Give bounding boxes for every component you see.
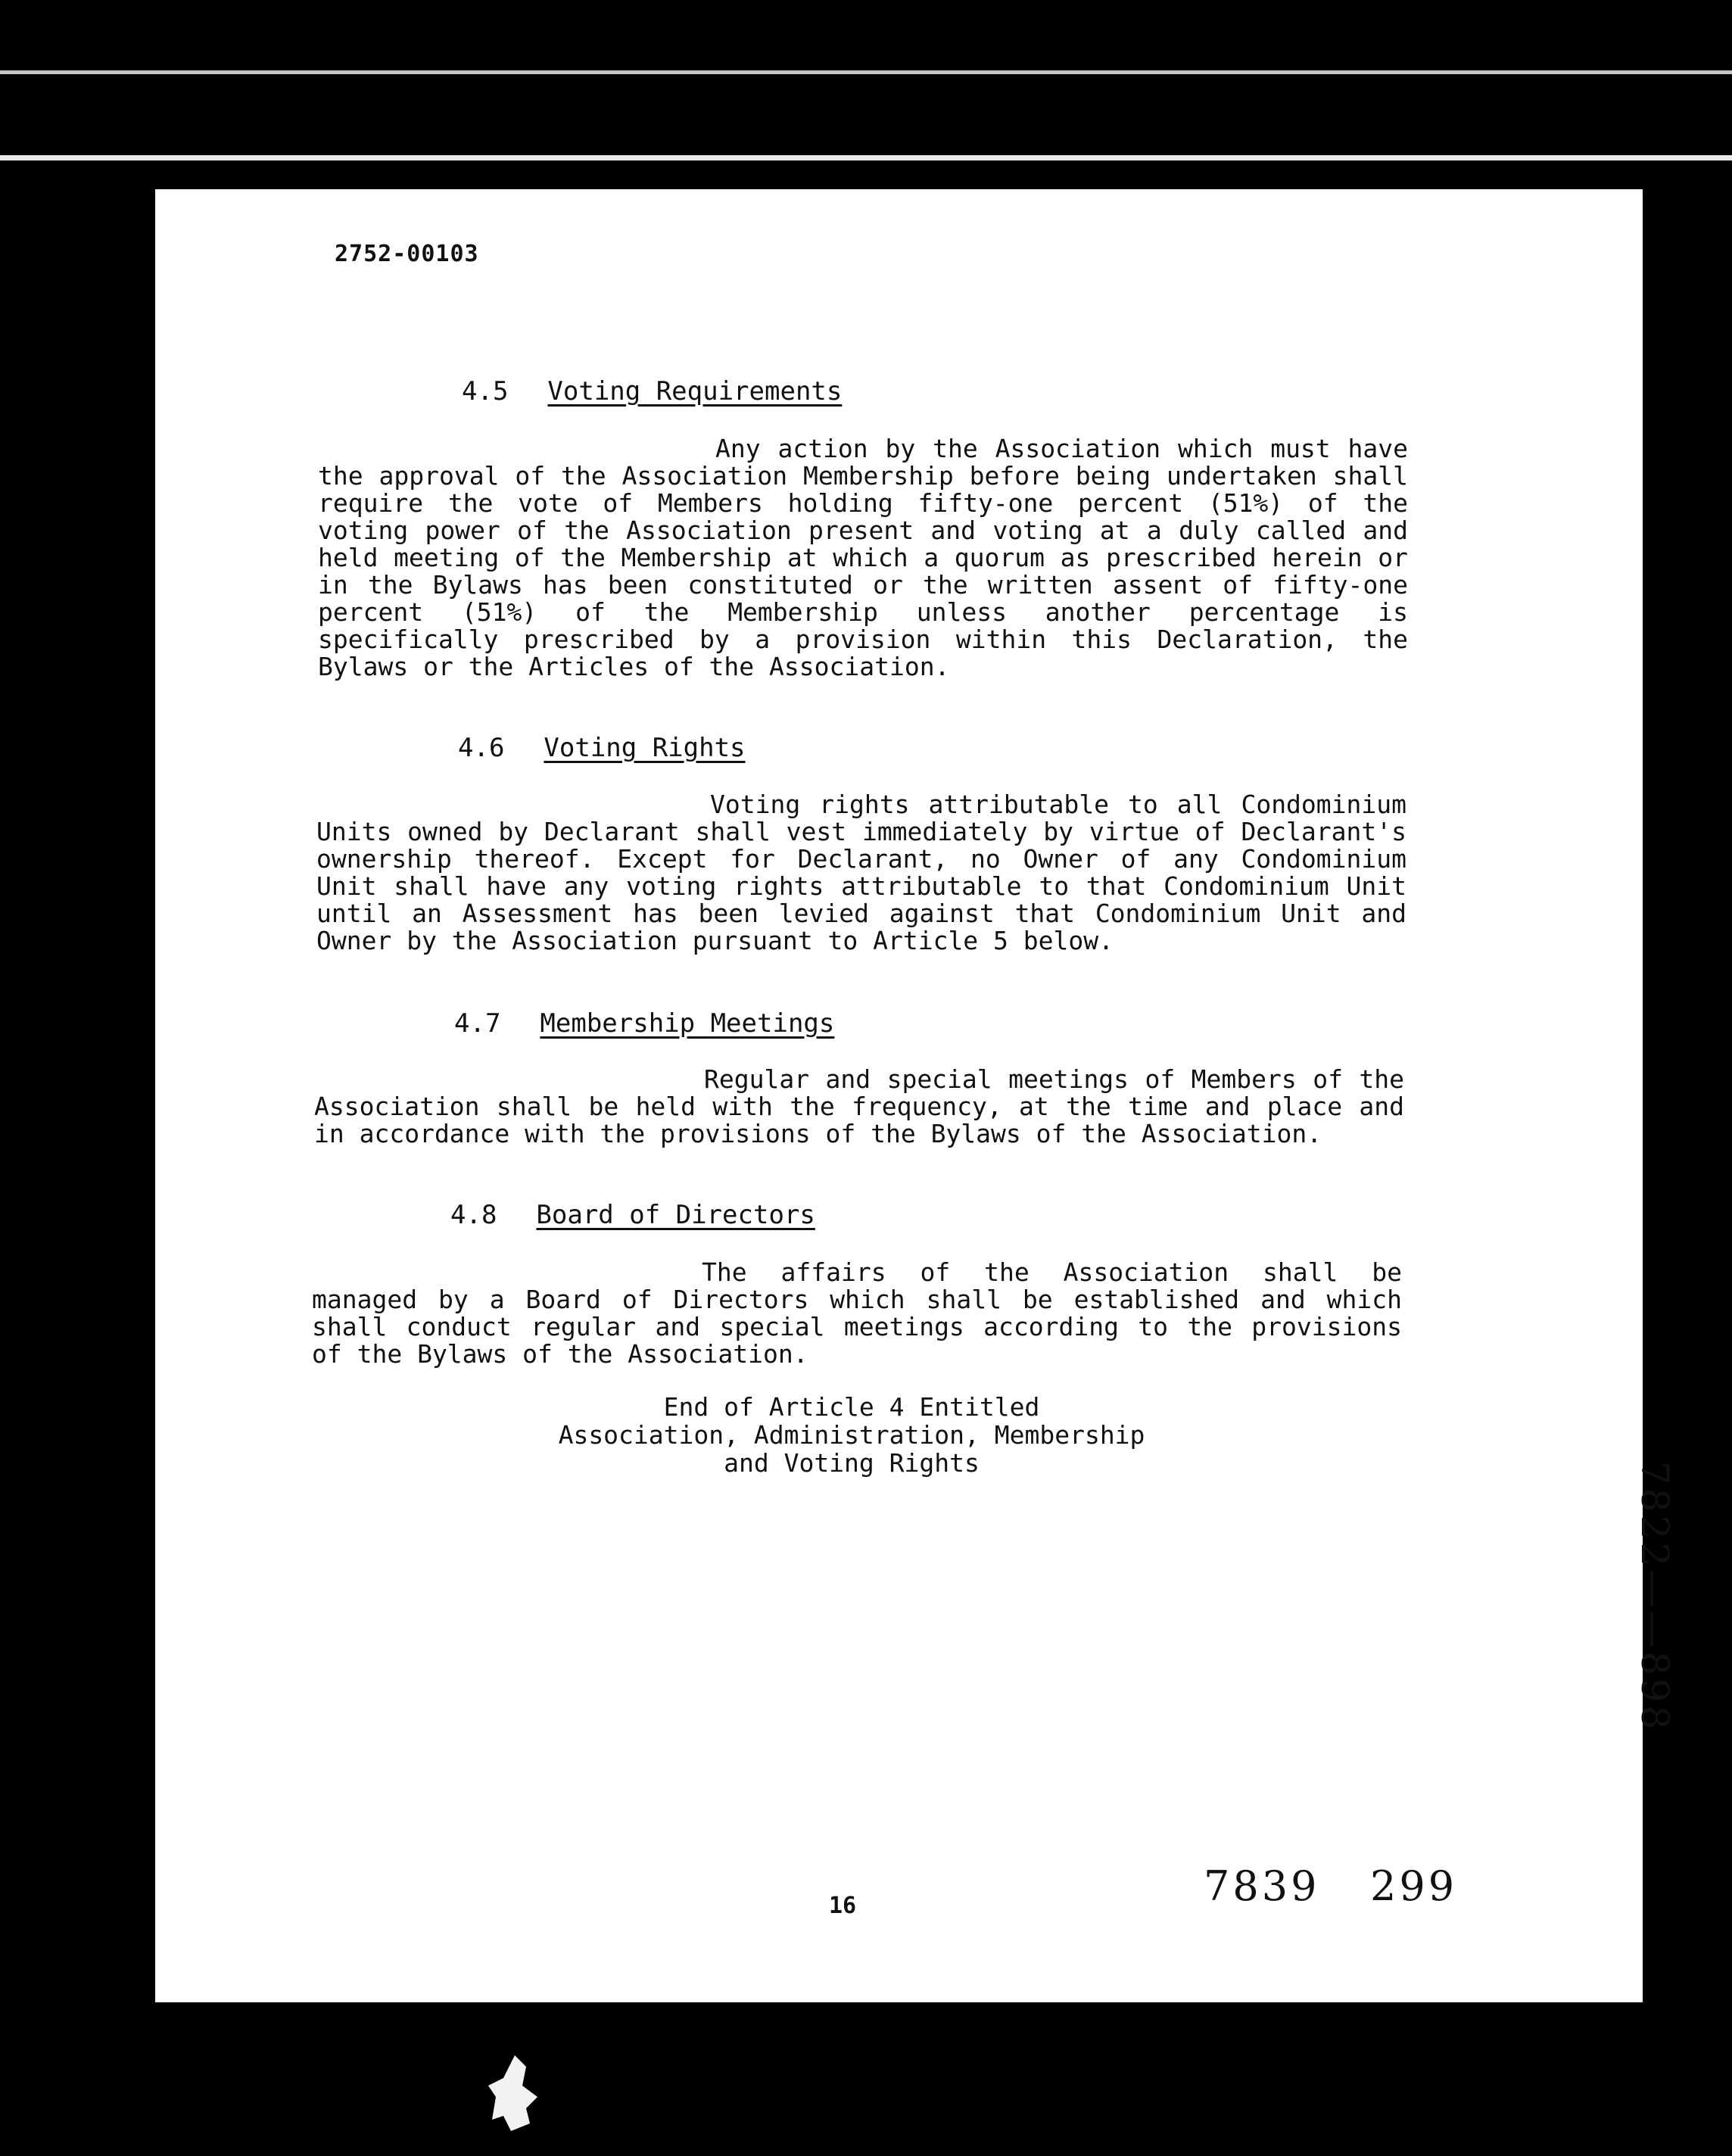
document-page xyxy=(155,189,1677,2002)
recording-stamp-vertical: 7822——898 xyxy=(1633,1461,1677,1733)
recording-stamp-page: 299 xyxy=(1370,1862,1458,1910)
document-number: 2752-00103 xyxy=(335,241,479,267)
section-heading xyxy=(454,1008,834,1039)
recording-stamp-book: 7839 xyxy=(1204,1862,1320,1910)
section-title: Membership Meetings xyxy=(540,1008,835,1039)
section-body: Voting rights attributable to all Condominium Units owned by Declarant shall vest immediately by virtue of Declarant's ownership thereof. Except for Declarant, no Owner of any Condominium Unit shall have any voting rights attributable to that Condominium Unit until an Assessment has been levied against that Condominium Unit and Owner by the Association pursuant to Article 5 below. xyxy=(316,790,1422,955)
closing-line: End of Article 4 Entitled xyxy=(663,1392,1040,1422)
scan-edge-line xyxy=(0,70,1732,74)
section-body: Any action by the Association which must have the approval of the Association Membership before being undertaken shall require the vote of Members holding fifty-one percent (51%) of the voting power of the Association present and voting at a duly called and held meeting of the Membership at which a quorum as prescribed herein or in the Bylaws has been constituted or the written assent of fifty-one percent (51%) of the Membership unless another percentage is specifically prescribed by a provision within this Declaration, the Bylaws or the Articles of the Association. xyxy=(318,434,1423,681)
closing-line: and Voting Rights xyxy=(724,1448,980,1478)
section-title: Voting Requirements xyxy=(547,376,843,407)
section-number: 4.7 xyxy=(454,1008,501,1039)
scan-edge-line xyxy=(0,155,1732,160)
scan-artifact xyxy=(484,2052,545,2135)
section-number: 4.8 xyxy=(450,1200,497,1230)
section-body: The affairs of the Association shall be managed by a Board of Directors which shall be established and which shall conduct regular and special meetings according to the provisions of the Bylaws of the Association. xyxy=(312,1257,1417,1369)
section-body: Regular and special meetings of Members of the Association shall be held with the frequency, at the time and place and in accordance with the provisions of the Bylaws of the Association. xyxy=(314,1064,1419,1148)
section-title: Board of Directors xyxy=(536,1200,815,1230)
page-number: 16 xyxy=(829,1893,857,1919)
closing-line: Association, Administration, Membership xyxy=(558,1420,1145,1450)
section-number: 4.5 xyxy=(462,376,509,407)
section-heading xyxy=(450,1200,815,1230)
section-heading xyxy=(458,733,746,763)
section-number: 4.6 xyxy=(458,733,505,763)
article-closing xyxy=(307,1393,1397,1477)
section-heading xyxy=(462,376,842,407)
section-title: Voting Rights xyxy=(544,733,746,763)
